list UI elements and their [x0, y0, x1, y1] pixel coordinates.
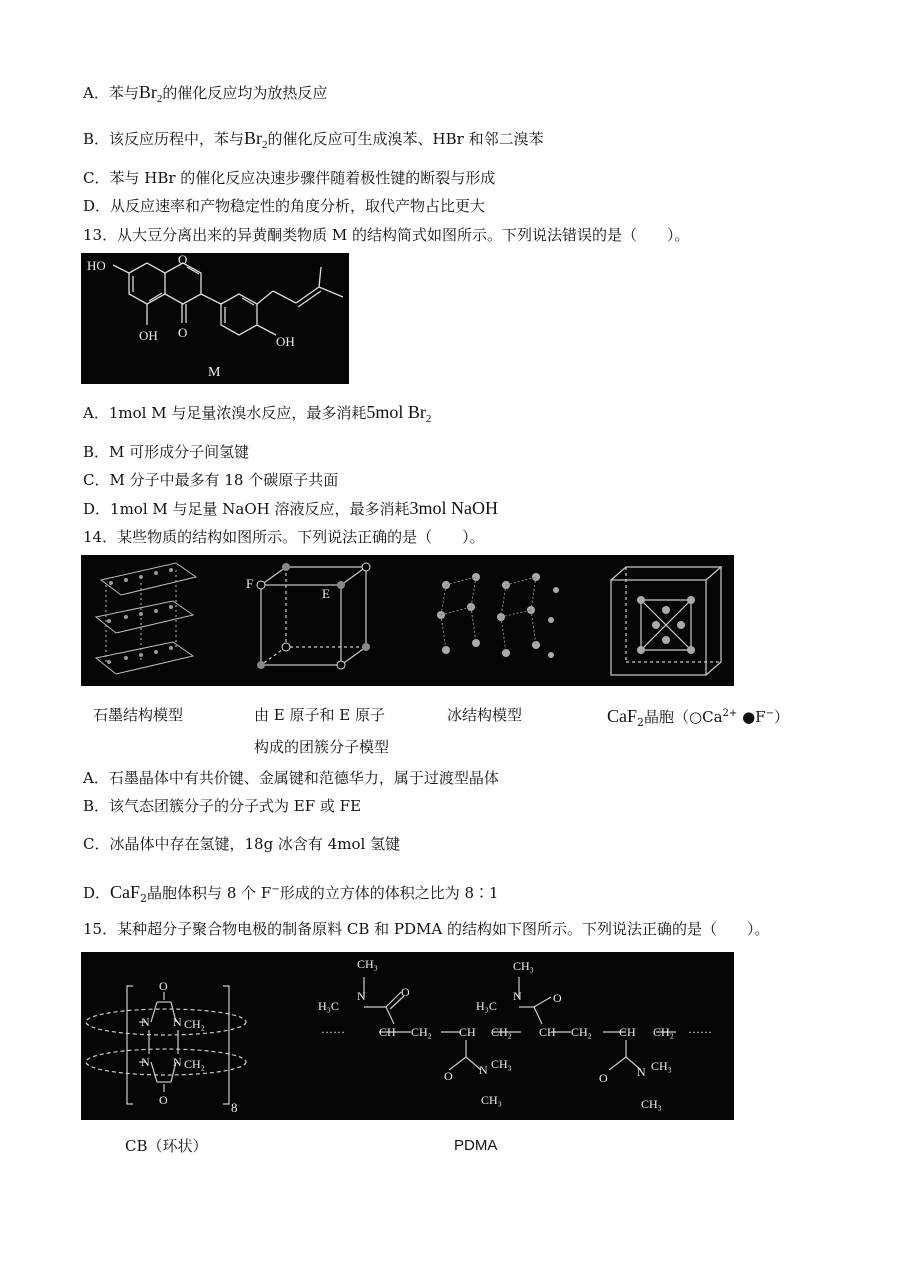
- pdma-dots-right: ······: [688, 1025, 712, 1039]
- cb-o-bottom: O: [159, 1093, 168, 1107]
- ice-model: [437, 573, 559, 658]
- q13-option-a: A．1mol M 与足量浓溴水反应，最多消耗5mol $Br_2$: [83, 402, 432, 425]
- pdma-ch-2: CH: [459, 1025, 476, 1039]
- q14-option-d: D．CaF$_2$晶胞体积与 8 个 F−形成的立方体的体积之比为 8∶1: [83, 882, 499, 905]
- q15-stem: 15．某种超分子聚合物电极的制备原料 CB 和 PDMA 的结构如下图所示。下列说法正确的是（ ）。: [83, 920, 770, 938]
- pdma-ch2-2: CH₂: [491, 1025, 512, 1039]
- caption-cluster-line1: 由 E 原子和 E 原子: [254, 706, 385, 724]
- q12-option-c: C．苯与 HBr 的催化反应决速步骤伴随着极性键的断裂与形成: [83, 169, 496, 187]
- q13-option-c: C．M 分子中最多有 18 个碳原子共面: [83, 471, 339, 489]
- q13-option-d: D．1mol M 与足量 NaOH 溶液反应，最多消耗3mol NaOH: [83, 498, 499, 518]
- graphite-model: [96, 563, 196, 674]
- pdma-n-1: N: [357, 989, 366, 1003]
- caption-cb: CB（环状）: [125, 1137, 208, 1155]
- caf2-unit-cell: [611, 567, 721, 675]
- q13-stem: 13．从大豆分离出来的异黄酮类物质 M 的结构简式如图所示。下列说法错误的是（ ）。: [83, 226, 690, 244]
- crystal-models: [81, 555, 734, 686]
- pdma-h3c-1: H₃C: [318, 999, 339, 1013]
- cb-repeat-count: 8: [231, 1100, 238, 1115]
- q14-structures-figure: [81, 555, 734, 686]
- q13-option-b: B．M 可形成分子间氢键: [83, 443, 250, 461]
- pdma-dots-left: ······: [321, 1025, 345, 1039]
- pdma-ch2-3: CH₂: [571, 1025, 592, 1039]
- pdma-n-2: N: [479, 1063, 488, 1077]
- cb-ch2-1: CH₂: [184, 1017, 205, 1031]
- pdma-ch-1: CH: [379, 1025, 396, 1039]
- pdma-ch-3: CH: [539, 1025, 556, 1039]
- pdma-ch3-3: CH₃: [481, 1093, 502, 1107]
- pdma-ch2-4: CH₂: [653, 1025, 674, 1039]
- pdma-n-3: N: [513, 989, 522, 1003]
- ho-label: HO: [87, 258, 106, 273]
- f-atom-label: F: [246, 576, 254, 591]
- cb-structure: [86, 986, 246, 1104]
- ring-o-label: O: [178, 253, 188, 267]
- q12-option-b: B．该反应历程中，苯与$Br_2$的催化反应可生成溴苯、HBr 和邻二溴苯: [83, 128, 544, 151]
- caption-caf2: CaF$_2$晶胞（$○Ca^{2+}$ ●F−）: [607, 706, 789, 729]
- cb-n-3: N: [141, 1055, 150, 1069]
- pdma-ch3-1: CH₃: [357, 957, 378, 971]
- pdma-ch3-4: CH₃: [513, 959, 534, 973]
- q12-option-d: D．从反应速率和产物稳定性的角度分析，取代产物占比更大: [83, 197, 486, 215]
- pdma-ch3-6: CH₃: [641, 1097, 662, 1111]
- caption-ice: 冰结构模型: [447, 706, 523, 724]
- oh-label-left: OH: [139, 328, 158, 343]
- pdma-ch-4: CH: [619, 1025, 636, 1039]
- cb-n-1: N: [141, 1015, 150, 1029]
- molecule-label-m: M: [208, 365, 221, 380]
- cb-n-2: N: [173, 1015, 182, 1029]
- q14-option-b: B．该气态团簇分子的分子式为 EF 或 FE: [83, 797, 362, 815]
- q12-option-a: A．苯与$Br_2$的催化反应均为放热反应: [83, 82, 328, 105]
- q14-stem: 14．某些物质的结构如图所示。下列说法正确的是（ ）。: [83, 528, 485, 546]
- pdma-h3c-2: H₃C: [476, 999, 497, 1013]
- e-atom-label: E: [322, 586, 330, 601]
- isoflavone-structure: [81, 253, 349, 384]
- pdma-ch3-5: CH₃: [651, 1059, 672, 1073]
- pdma-ch2-1: CH₂: [411, 1025, 432, 1039]
- q14-option-c: C．冰晶体中存在氢键，18g 冰含有 4mol 氢键: [83, 835, 401, 853]
- cb-n-4: N: [173, 1055, 182, 1069]
- pdma-o-4: O: [599, 1071, 608, 1085]
- q14-option-a: A．石墨晶体中有共价键、金属键和范德华力，属于过渡型晶体: [83, 769, 499, 787]
- pdma-ch3-2: CH₃: [491, 1057, 512, 1071]
- cluster-cube-model: [261, 567, 366, 665]
- pdma-o-1: O: [401, 985, 410, 999]
- caption-pdma: PDMA: [454, 1137, 498, 1154]
- oh-label-right: OH: [276, 334, 295, 349]
- cb-o-top: O: [159, 979, 168, 993]
- caption-graphite: 石墨结构模型: [93, 706, 184, 724]
- q13-structure-figure: [81, 253, 349, 384]
- caption-cluster-line2: 构成的团簇分子模型: [254, 738, 390, 756]
- pdma-o-3: O: [553, 991, 562, 1005]
- cb-ch2-2: CH₂: [184, 1057, 205, 1071]
- q15-structures-figure: [81, 952, 734, 1120]
- pdma-n-4: N: [637, 1065, 646, 1079]
- cb-pdma-structures: [81, 952, 734, 1120]
- pdma-o-2: O: [444, 1069, 453, 1083]
- carbonyl-o-label: O: [178, 325, 188, 340]
